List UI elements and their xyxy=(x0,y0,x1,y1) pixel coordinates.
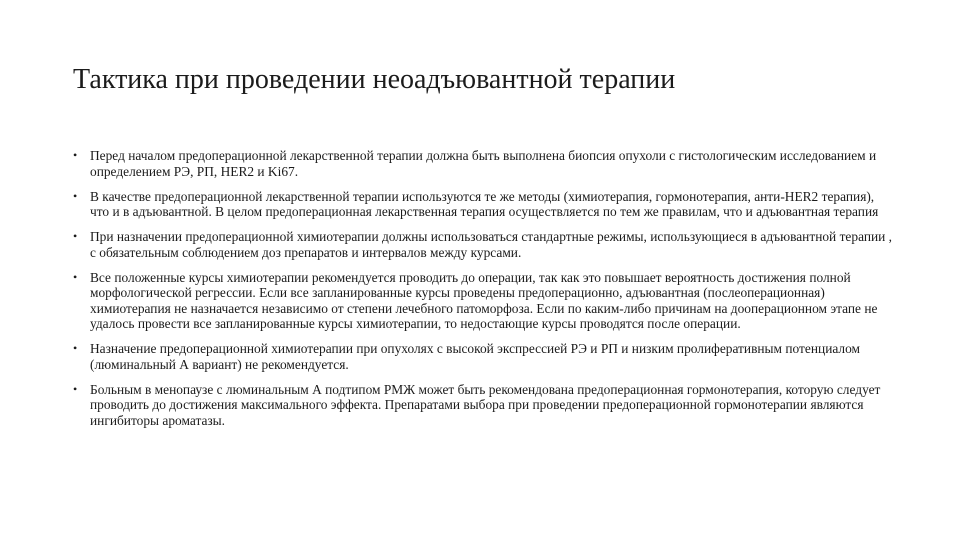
bullet-dot-icon: • xyxy=(73,381,78,396)
bullet-dot-icon: • xyxy=(73,148,78,162)
bullet-item xyxy=(73,189,893,220)
bullet-text: Перед началом предоперационной лекарственной терапии должна быть выполнена биопсия опухоли с гистологическим исследованием и определением РЭ, РП, HER2 и Ki67. xyxy=(90,148,877,179)
bullet-item xyxy=(73,382,893,429)
bullet-item xyxy=(73,148,893,179)
bullet-text: Все положенные курсы химиотерапии рекомендуется проводить до операции, так как это повышает вероятность достижения полной морфологической регрессии. Если все запланированные курсы проведены предоперационно, адъювантная (послеоперационная) химиотерапия не назначается независимо от степени лечебного патоморфоза. Если по каким-либо причинам на дооперационном этапе не удалось провести все запланированные курсы химиотерапии, то недостающие курсы проводятся после операции. xyxy=(90,269,878,331)
bullet-text: В качестве предоперационной лекарственной терапии используются те же методы (химиотерапия, гормонотерапия, анти-HER2 терапия), что и в адъювантной. В целом предоперационная лекарственная терапия осуществляется по тем же правилам, что и адъювантная терапия xyxy=(90,188,879,219)
bullet-dot-icon: • xyxy=(73,269,78,284)
bullet-dot-icon: • xyxy=(73,188,78,203)
bullet-list xyxy=(73,148,893,438)
bullet-text: При назначении предоперационной химиотерапии должны использоваться стандартные режимы, использующиеся в адъювантной терапии , с обязательным соблюдением доз препаратов и интервалов между курсами. xyxy=(90,229,893,260)
slide-title: Тактика при проведении неоадъювантной терапии xyxy=(73,64,676,95)
bullet-item xyxy=(73,229,893,260)
bullet-dot-icon: • xyxy=(73,229,78,243)
bullet-dot-icon: • xyxy=(73,341,78,355)
bullet-item xyxy=(73,341,893,372)
bullet-item xyxy=(73,270,893,332)
bullet-text: Назначение предоперационной химиотерапии при опухолях с высокой экспрессией РЭ и РП и низким пролиферативным потенциалом (люминальный А вариант) не рекомендуется. xyxy=(90,341,861,372)
bullet-text: Больным в менопаузе с люминальным А подтипом РМЖ может быть рекомендована предоперационная гормонотерапия, которую следует проводить до достижения максимального эффекта. Препаратами выбора при проведении предоперационной гормонотерапии являются ингибиторы ароматазы. xyxy=(90,381,881,428)
